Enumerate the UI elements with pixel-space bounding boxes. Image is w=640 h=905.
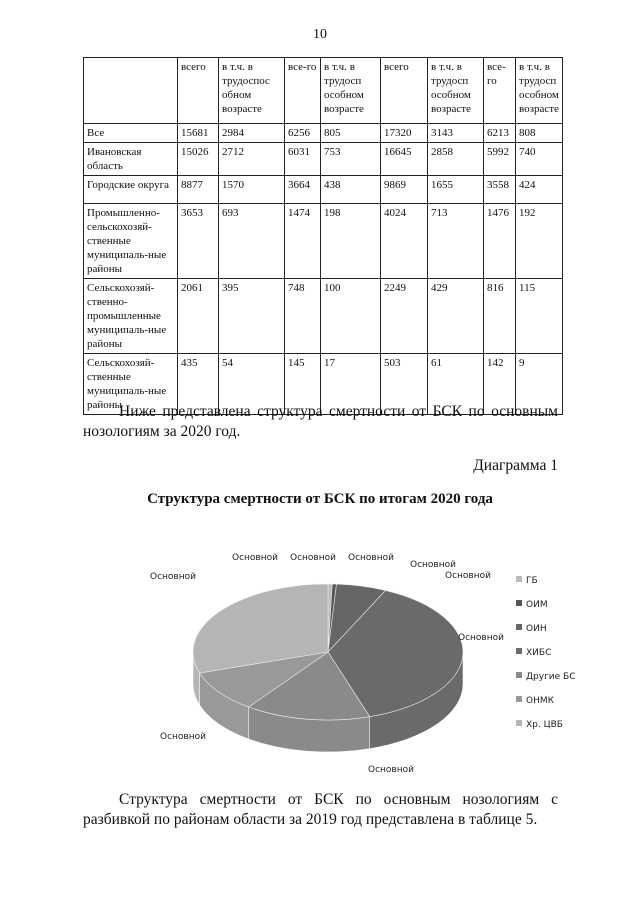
table-cell: 16645 [381, 143, 428, 176]
table-cell: 9869 [381, 176, 428, 204]
table-cell: 142 [484, 354, 516, 415]
table-cell: 816 [484, 279, 516, 354]
table-row [84, 143, 563, 176]
table-cell: 740 [516, 143, 563, 176]
table-cell: 3664 [285, 176, 321, 204]
data-label: Основной [160, 732, 206, 742]
table-row [84, 176, 563, 204]
paragraph-intro: Ниже представлена структура смертности от БСК по основным нозологиям за 2020 год. [83, 403, 558, 440]
table-cell: Городские округа [84, 176, 178, 204]
data-label: Основной [445, 571, 491, 581]
data-label: Основной [458, 633, 504, 643]
table-cell: Все [84, 124, 178, 143]
table-cell: 100 [321, 279, 381, 354]
table-cell: 3143 [428, 124, 484, 143]
table-cell: 61 [428, 354, 484, 415]
table-cell: 1570 [219, 176, 285, 204]
table-cell: 3558 [484, 176, 516, 204]
table-cell: 693 [219, 204, 285, 279]
table-cell: 6256 [285, 124, 321, 143]
table-cell: 1476 [484, 204, 516, 279]
table-cell: 2249 [381, 279, 428, 354]
table-cell: 753 [321, 143, 381, 176]
table-cell: 438 [321, 176, 381, 204]
legend-item: Хр. ЦВБ [526, 720, 563, 730]
table-cell: 15026 [178, 143, 219, 176]
table-cell: 503 [381, 354, 428, 415]
table-cell: 4024 [381, 204, 428, 279]
legend-item: ОИН [526, 624, 547, 634]
table-cell: 2061 [178, 279, 219, 354]
table-cell: Сельскохозяй-ственно-промышленные муниципаль-ные районы [84, 279, 178, 354]
table-cell: 424 [516, 176, 563, 204]
table-cell: 805 [321, 124, 381, 143]
table-header-row [84, 58, 563, 124]
table-cell: в т.ч. в трудосп особном возрасте [321, 58, 381, 124]
table-cell: 808 [516, 124, 563, 143]
legend-item: ХИБС [526, 648, 552, 658]
table-row [84, 124, 563, 143]
table-cell: 17320 [381, 124, 428, 143]
paragraph-table5: Структура смертности от БСК по основным нозологиям с разбивкой по районам области за 2019 год представлена в таблице 5. [83, 791, 558, 828]
table-cell: всего [178, 58, 219, 124]
legend-item: ОНМК [526, 696, 555, 706]
table-cell: 3653 [178, 204, 219, 279]
table-cell: 9 [516, 354, 563, 415]
table-cell: 2712 [219, 143, 285, 176]
table-cell: 435 [178, 354, 219, 415]
table-cell: всего [381, 58, 428, 124]
table-cell [84, 58, 178, 124]
table-cell: 5992 [484, 143, 516, 176]
table-row [84, 279, 563, 354]
table-cell: 1655 [428, 176, 484, 204]
diagram-label: Диаграмма 1 [473, 457, 558, 474]
legend-swatch [516, 720, 522, 726]
legend-swatch [516, 696, 522, 702]
data-label: Основной [290, 553, 336, 563]
table-cell: 15681 [178, 124, 219, 143]
table-cell: Промышленно-сельскохозяй-ственные муниципаль-ные районы [84, 204, 178, 279]
table-cell: 115 [516, 279, 563, 354]
mortality-table [83, 57, 563, 415]
table-cell: 2858 [428, 143, 484, 176]
table-cell: 198 [321, 204, 381, 279]
table-row [84, 204, 563, 279]
legend-swatch [516, 576, 522, 582]
table-cell: 17 [321, 354, 381, 415]
table-cell: 713 [428, 204, 484, 279]
table-cell: 145 [285, 354, 321, 415]
table-cell: 6031 [285, 143, 321, 176]
table-cell: 54 [219, 354, 285, 415]
table-cell: 429 [428, 279, 484, 354]
table-cell: в т.ч. в трудосп особном возрасте [428, 58, 484, 124]
data-label: Основной [368, 765, 414, 775]
table-cell: Сельскохозяй-ственные муниципаль-ные районы [84, 354, 178, 415]
legend-item: ГБ [526, 576, 538, 586]
table-cell: Ивановская область [84, 143, 178, 176]
data-label: Основной [150, 572, 196, 582]
legend-swatch [516, 624, 522, 630]
table-cell: 8877 [178, 176, 219, 204]
legend-swatch [516, 672, 522, 678]
data-label: Основной [348, 553, 394, 563]
table-cell: все-го [484, 58, 516, 124]
table-cell: в т.ч. в трудосп особном возрасте [516, 58, 563, 124]
chart-title: Структура смертности от БСК по итогам 2020 года [147, 491, 493, 507]
table-cell: 2984 [219, 124, 285, 143]
legend-item: Другие БС [526, 672, 576, 682]
table-cell: 6213 [484, 124, 516, 143]
pie-chart [0, 540, 640, 790]
legend-item: ОИМ [526, 600, 548, 610]
table-cell: в т.ч. в трудоспос обном возрасте [219, 58, 285, 124]
data-label: Основной [410, 560, 456, 570]
table-cell: 395 [219, 279, 285, 354]
table-cell: все-го [285, 58, 321, 124]
table-cell: 748 [285, 279, 321, 354]
legend-swatch [516, 648, 522, 654]
page-number: 10 [313, 27, 327, 42]
table-cell: 1474 [285, 204, 321, 279]
data-label: Основной [232, 553, 278, 563]
legend-swatch [516, 600, 522, 606]
table-cell: 192 [516, 204, 563, 279]
